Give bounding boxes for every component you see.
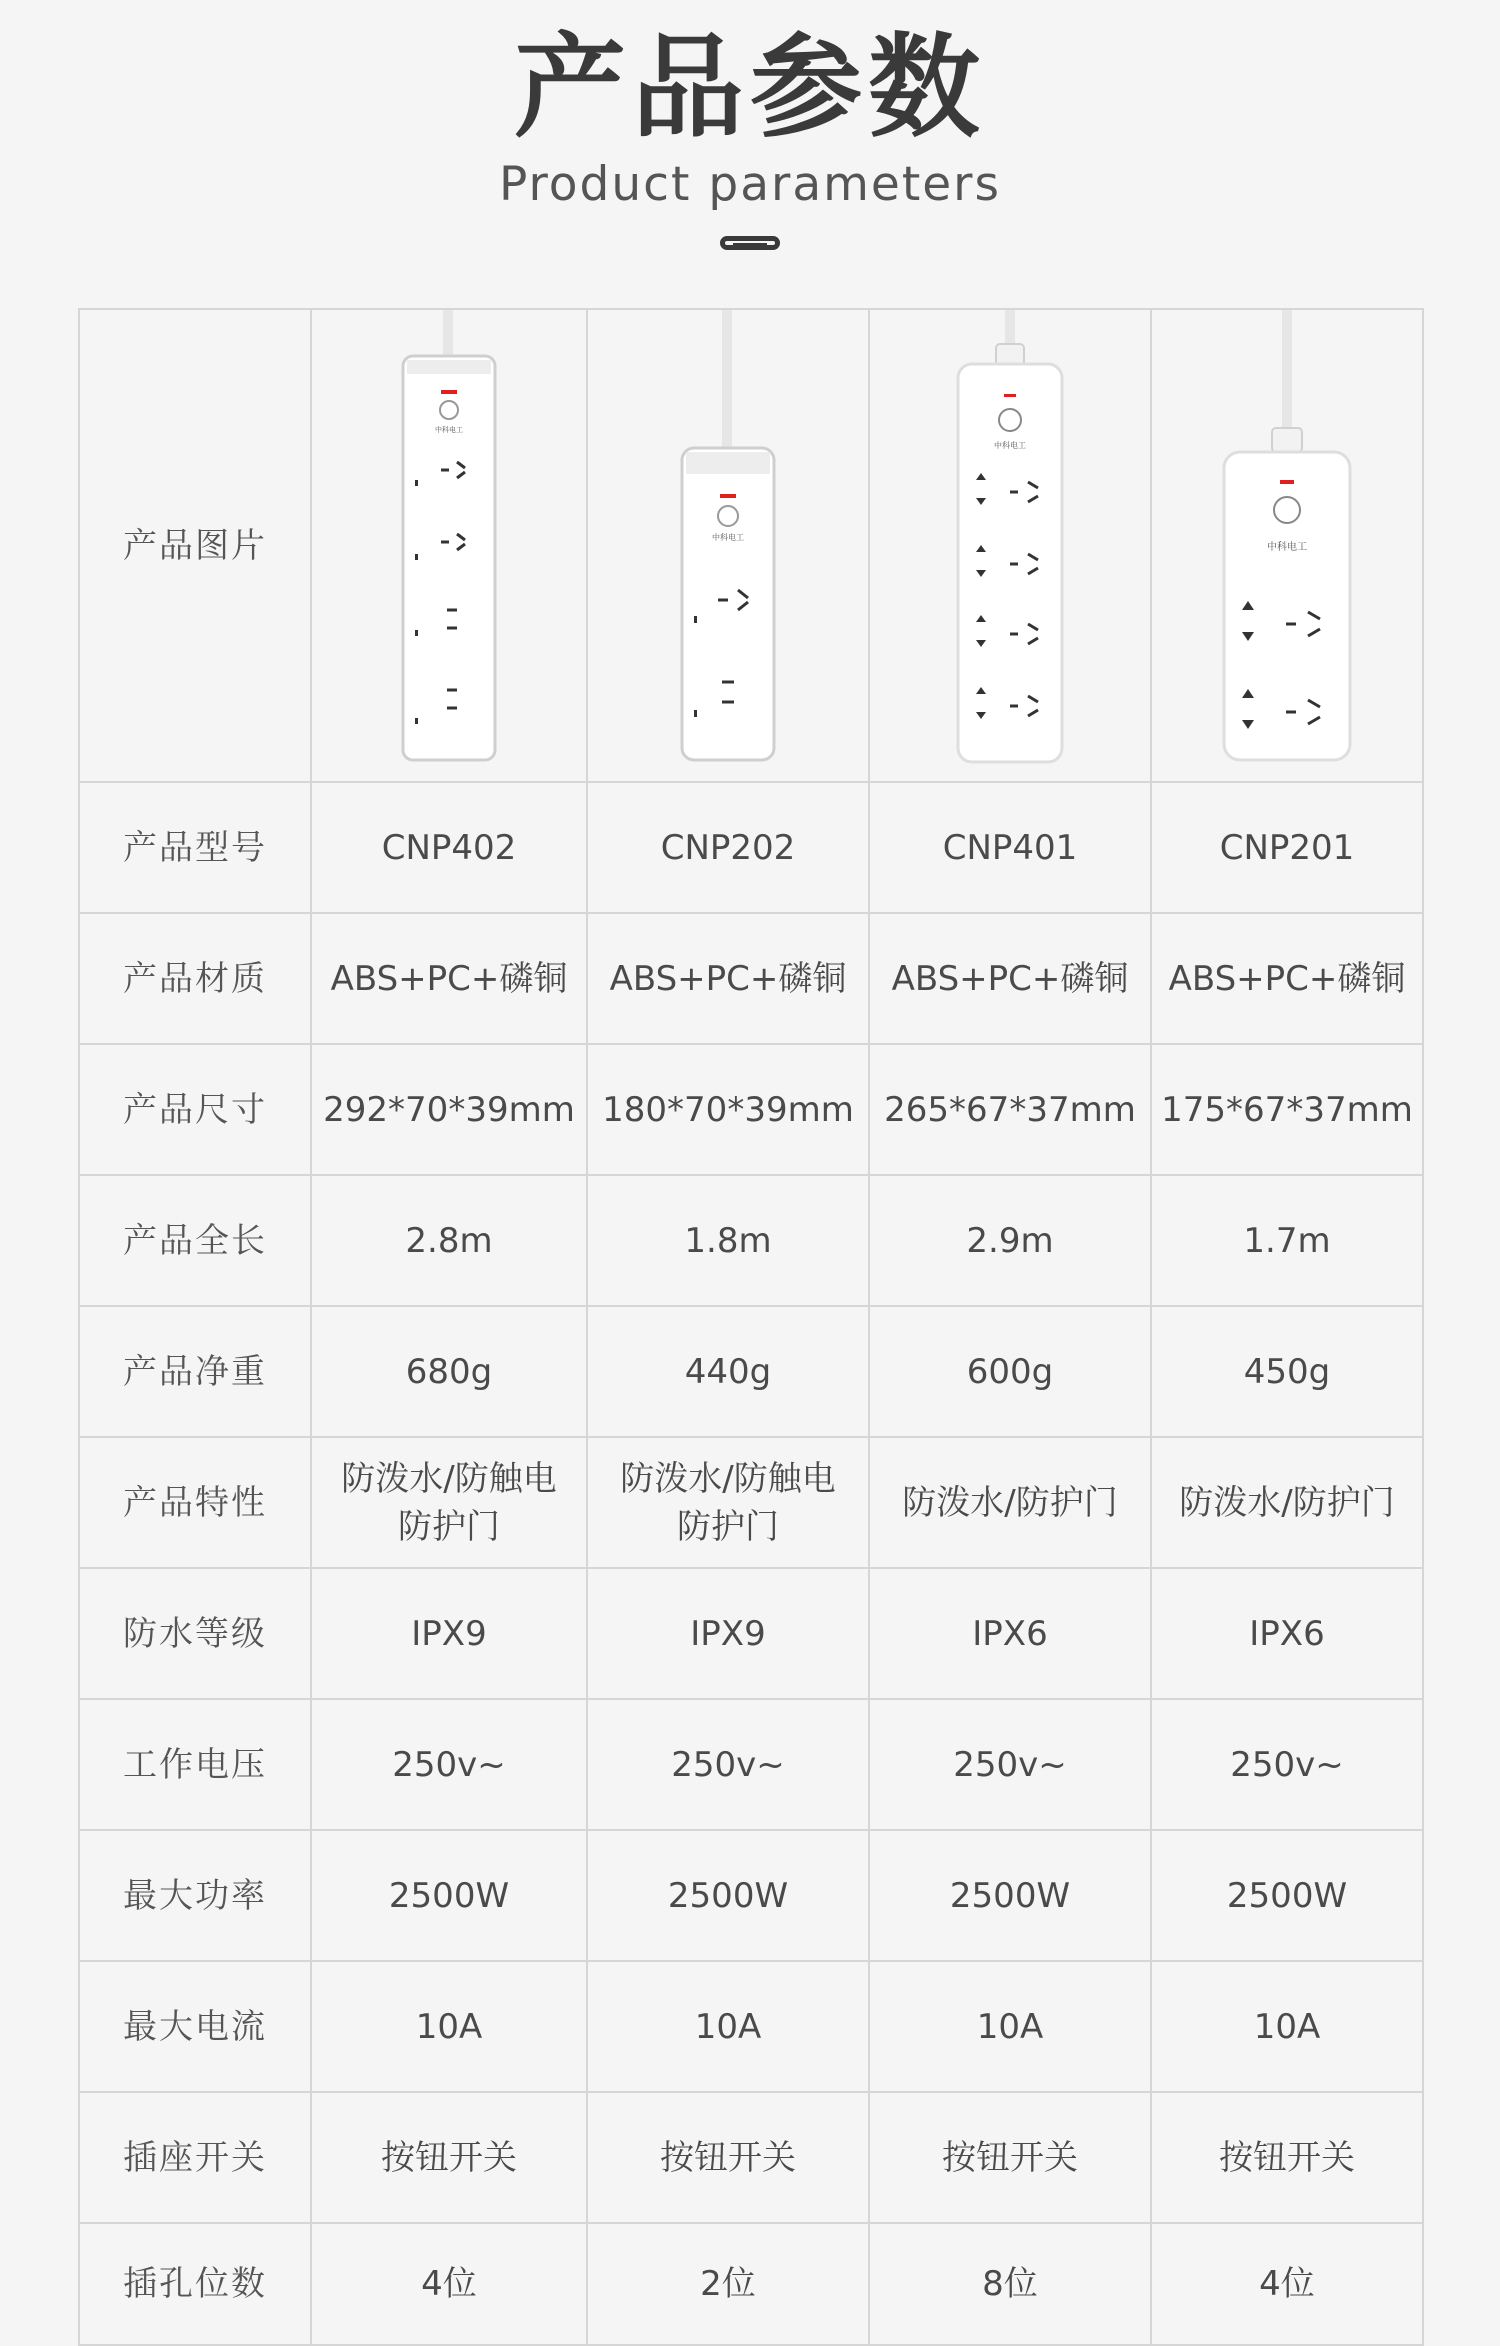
table-cell: 180*70*39mm [587, 1044, 869, 1175]
table-cell: IPX6 [869, 1568, 1151, 1699]
table-row [79, 2092, 1423, 2223]
table-cell: 按钮开关 [869, 2092, 1151, 2223]
table-cell: 265*67*37mm [869, 1044, 1151, 1175]
table-cell: 440g [587, 1306, 869, 1437]
table-cell: ABS+PC+磷铜 [311, 913, 587, 1044]
table-cell: IPX9 [587, 1568, 869, 1699]
table-cell: 680g [311, 1306, 587, 1437]
page-title: 产品参数 [514, 23, 986, 153]
table-cell: 按钮开关 [311, 2092, 587, 2223]
product-image-cell [1151, 309, 1423, 782]
table-cell: CNP402 [311, 782, 587, 913]
header [0, 0, 1500, 300]
table-cell: 2.9m [869, 1175, 1151, 1306]
table-row [79, 1961, 1423, 2092]
table-cell: ABS+PC+磷铜 [869, 913, 1151, 1044]
table-cell: 250v~ [1151, 1699, 1423, 1830]
table-row [79, 1568, 1423, 1699]
table-cell: 防泼水/防护门 [869, 1437, 1151, 1568]
product-image-cell [869, 309, 1151, 782]
row-label: 防水等级 [79, 1568, 311, 1699]
table-cell: 10A [587, 1961, 869, 2092]
table-cell: 防泼水/防护门 [1151, 1437, 1423, 1568]
table-row [79, 1044, 1423, 1175]
row-label: 产品型号 [79, 782, 311, 913]
table-cell: 防泼水/防触电 防护门 [587, 1437, 869, 1568]
table-cell: 防泼水/防触电 防护门 [311, 1437, 587, 1568]
row-label: 产品材质 [79, 913, 311, 1044]
table-cell: 10A [1151, 1961, 1423, 2092]
page-subtitle: Product parameters [498, 157, 1001, 212]
table-cell: IPX9 [311, 1568, 587, 1699]
table-cell: 2.8m [311, 1175, 587, 1306]
table-cell: 2500W [1151, 1830, 1423, 1961]
table-row [79, 1830, 1423, 1961]
row-label: 产品全长 [79, 1175, 311, 1306]
table-cell: IPX6 [1151, 1568, 1423, 1699]
divider-pill [720, 236, 780, 250]
row-label: 产品尺寸 [79, 1044, 311, 1175]
row-label: 产品特性 [79, 1437, 311, 1568]
table-cell: 按钮开关 [1151, 2092, 1423, 2223]
table-cell: 8位 [869, 2223, 1151, 2345]
power-strip-image [658, 310, 798, 781]
svg-text:中科电工: 中科电工 [435, 426, 463, 434]
row-label: 最大电流 [79, 1961, 311, 2092]
spec-table [78, 308, 1424, 2346]
table-cell: 10A [311, 1961, 587, 2092]
table-cell: 4位 [1151, 2223, 1423, 2345]
product-image-cell [311, 309, 587, 782]
row-label: 插孔位数 [79, 2223, 311, 2345]
power-strip-image [1212, 310, 1362, 781]
table-row [79, 1437, 1423, 1568]
table-cell: 450g [1151, 1306, 1423, 1437]
table-cell: 250v~ [311, 1699, 587, 1830]
svg-text:中科电工: 中科电工 [1267, 542, 1307, 553]
table-cell: 2500W [587, 1830, 869, 1961]
svg-text:中科电工: 中科电工 [994, 441, 1026, 450]
table-row [79, 913, 1423, 1044]
table-row-images [79, 309, 1423, 782]
table-cell: 1.8m [587, 1175, 869, 1306]
table-cell: 2500W [311, 1830, 587, 1961]
table-cell: 175*67*37mm [1151, 1044, 1423, 1175]
table-cell: 1.7m [1151, 1175, 1423, 1306]
table-cell: 10A [869, 1961, 1151, 2092]
table-row [79, 1175, 1423, 1306]
row-label: 最大功率 [79, 1830, 311, 1961]
row-label: 插座开关 [79, 2092, 311, 2223]
svg-text:中科电工: 中科电工 [712, 533, 744, 542]
table-row [79, 2223, 1423, 2345]
table-cell: 2500W [869, 1830, 1151, 1961]
table-cell: ABS+PC+磷铜 [587, 913, 869, 1044]
table-row [79, 1306, 1423, 1437]
power-strip-image [389, 310, 509, 781]
table-cell: 600g [869, 1306, 1151, 1437]
power-strip-image [940, 310, 1080, 781]
product-image-cell [587, 309, 869, 782]
table-cell: 250v~ [587, 1699, 869, 1830]
table-row [79, 782, 1423, 913]
table-cell: 4位 [311, 2223, 587, 2345]
table-cell: 2位 [587, 2223, 869, 2345]
table-cell: CNP202 [587, 782, 869, 913]
table-cell: CNP201 [1151, 782, 1423, 913]
row-label: 产品图片 [79, 309, 311, 782]
table-cell: 292*70*39mm [311, 1044, 587, 1175]
table-row [79, 1699, 1423, 1830]
row-label: 产品净重 [79, 1306, 311, 1437]
table-cell: 按钮开关 [587, 2092, 869, 2223]
table-cell: ABS+PC+磷铜 [1151, 913, 1423, 1044]
table-cell: 250v~ [869, 1699, 1151, 1830]
row-label: 工作电压 [79, 1699, 311, 1830]
table-cell: CNP401 [869, 782, 1151, 913]
